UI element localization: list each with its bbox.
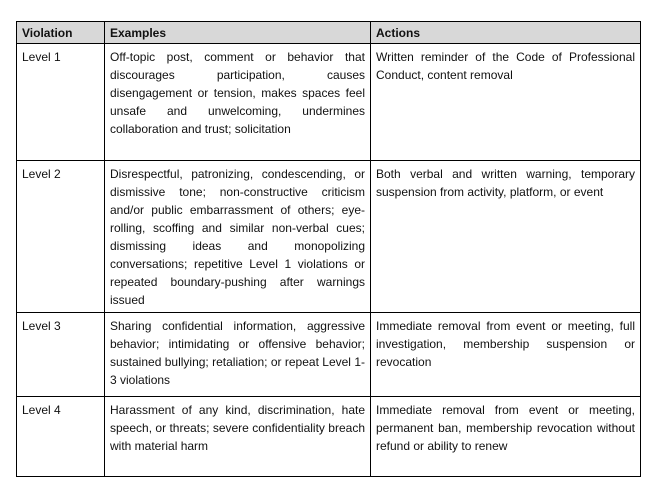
examples-cell: Off-topic post, comment or behavior that discourages participation, causes disengagement or tension, makes spaces feel unsafe and unwelcoming, undermines collaboration and trust; solicitation bbox=[105, 44, 371, 161]
violation-level-cell: Level 2 bbox=[17, 161, 105, 313]
actions-cell: Immediate removal from event or meeting, permanent ban, membership revocation without refund or ability to renew bbox=[371, 397, 641, 477]
table-header-row bbox=[17, 22, 641, 44]
table-row bbox=[17, 161, 641, 313]
actions-cell: Both verbal and written warning, temporary suspension from activity, platform, or event bbox=[371, 161, 641, 313]
actions-cell: Immediate removal from event or meeting, full investigation, membership suspension or revocation bbox=[371, 313, 641, 397]
table-row bbox=[17, 44, 641, 161]
examples-cell: Sharing confidential information, aggressive behavior; intimidating or offensive behavior; sustained bullying; retaliation; or repeat Level 1-3 violations bbox=[105, 313, 371, 397]
violation-level-cell: Level 1 bbox=[17, 44, 105, 161]
violation-level-cell: Level 4 bbox=[17, 397, 105, 477]
table-row bbox=[17, 397, 641, 477]
examples-cell: Disrespectful, patronizing, condescending, or dismissive tone; non-constructive criticism and/or public embarrassment of others; eye-rolling, scoffing and similar non-verbal cues; dismissing ideas and monopolizing conversations; repetitive Level 1 violations or repeated boundary-pushing after warnings issued bbox=[105, 161, 371, 313]
table-row bbox=[17, 313, 641, 397]
violation-level-cell: Level 3 bbox=[17, 313, 105, 397]
examples-cell: Harassment of any kind, discrimination, hate speech, or threats; severe confidentiality breach with material harm bbox=[105, 397, 371, 477]
header-actions: Actions bbox=[371, 22, 641, 44]
actions-cell: Written reminder of the Code of Professional Conduct, content removal bbox=[371, 44, 641, 161]
header-examples: Examples bbox=[105, 22, 371, 44]
header-violation: Violation bbox=[17, 22, 105, 44]
conduct-violations-table bbox=[16, 21, 641, 477]
